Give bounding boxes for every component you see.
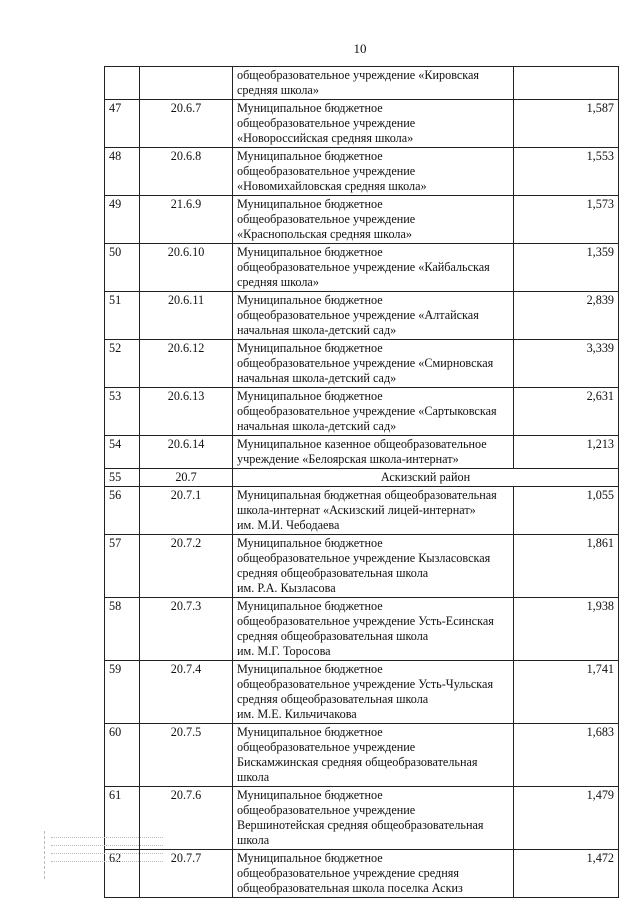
institution-name-line: Муниципальное бюджетное (237, 245, 383, 259)
institution-name (233, 436, 514, 469)
district-name: Аскизский район (233, 469, 619, 487)
row-number: 50 (105, 244, 140, 292)
institution-name-line: Муниципальное бюджетное (237, 851, 383, 865)
institution-name (233, 787, 514, 850)
row-value (514, 67, 619, 100)
institution-name-line: Муниципальное бюджетное (237, 293, 383, 307)
faded-stamp (44, 831, 163, 879)
row-number: 59 (105, 661, 140, 724)
institution-name-line: общеобразовательное учреждение Кызласовская (237, 551, 491, 565)
row-value: 1,938 (514, 598, 619, 661)
row-code: 20.6.8 (140, 148, 233, 196)
row-number: 48 (105, 148, 140, 196)
institution-name-line: учреждение «Белоярская школа-интернат» (237, 452, 459, 466)
table-row (105, 340, 619, 388)
row-code: 20.7.1 (140, 487, 233, 535)
row-code: 20.7.4 (140, 661, 233, 724)
row-value: 1,472 (514, 850, 619, 898)
row-value: 2,839 (514, 292, 619, 340)
row-value: 1,055 (514, 487, 619, 535)
table-row (105, 100, 619, 148)
institution-name-line: Муниципальное бюджетное (237, 101, 383, 115)
row-number: 57 (105, 535, 140, 598)
table-body (105, 67, 619, 898)
row-number: 54 (105, 436, 140, 469)
institution-name-line: «Краснопольская средняя школа» (237, 227, 412, 241)
row-code: 20.6.11 (140, 292, 233, 340)
institutions-table (104, 66, 619, 898)
institution-name (233, 292, 514, 340)
institution-name-line: им. М.И. Чебодаева (237, 518, 340, 532)
row-number: 58 (105, 598, 140, 661)
institution-name-line: Муниципальная бюджетная общеобразовательная (237, 488, 497, 502)
institution-name (233, 67, 514, 100)
institution-name-line: общеобразовательное учреждение (237, 116, 416, 130)
row-number: 47 (105, 100, 140, 148)
row-number: 56 (105, 487, 140, 535)
institution-name (233, 244, 514, 292)
institution-name-line: Муниципальное бюджетное (237, 662, 383, 676)
institution-name-line: им. Р.А. Кызласова (237, 581, 336, 595)
institution-name-line: Муниципальное бюджетное (237, 599, 383, 613)
row-number: 52 (105, 340, 140, 388)
institution-name-line: им. М.Е. Кильчичакова (237, 707, 357, 721)
institution-name-line: общеобразовательное учреждение (237, 740, 416, 754)
table-row (105, 244, 619, 292)
district-row (105, 469, 619, 487)
institution-name-line: Муниципальное бюджетное (237, 197, 383, 211)
row-value: 1,683 (514, 724, 619, 787)
institution-name-line: Бискамжинская средняя общеобразовательная (237, 755, 478, 769)
institution-name (233, 196, 514, 244)
institution-name-line: общеобразовательное учреждение (237, 803, 416, 817)
table-row (105, 292, 619, 340)
row-value: 1,587 (514, 100, 619, 148)
institution-name (233, 661, 514, 724)
row-value: 1,741 (514, 661, 619, 724)
table-row (105, 535, 619, 598)
row-code: 20.7.3 (140, 598, 233, 661)
institution-name-line: средняя школа» (237, 83, 319, 97)
institution-name-line: средняя общеобразовательная школа (237, 629, 429, 643)
institution-name-line: общеобразовательное учреждение Усть-Чульская (237, 677, 494, 691)
institution-name (233, 340, 514, 388)
institution-name-line: общеобразовательное учреждение «Кировская (237, 68, 480, 82)
table-row (105, 148, 619, 196)
row-code: 20.6.10 (140, 244, 233, 292)
institution-name-line: школа (237, 833, 270, 847)
table-row (105, 850, 619, 898)
row-value: 1,553 (514, 148, 619, 196)
institution-name-line: начальная школа-детский сад» (237, 323, 397, 337)
institution-name-line: начальная школа-детский сад» (237, 371, 397, 385)
institution-name (233, 100, 514, 148)
row-value: 1,213 (514, 436, 619, 469)
row-code: 20.6.14 (140, 436, 233, 469)
institution-name-line: Муниципальное бюджетное (237, 149, 383, 163)
institution-name-line: общеобразовательное учреждение «Смирновская (237, 356, 494, 370)
row-code: 20.7.5 (140, 724, 233, 787)
institution-name (233, 487, 514, 535)
row-code (140, 67, 233, 100)
row-number: 51 (105, 292, 140, 340)
institution-name (233, 850, 514, 898)
row-number: 61 (105, 787, 140, 850)
institution-name-line: средняя школа» (237, 275, 319, 289)
row-code: 20.6.12 (140, 340, 233, 388)
institution-name-line: начальная школа-детский сад» (237, 419, 397, 433)
row-value: 1,359 (514, 244, 619, 292)
institution-name-line: Муниципальное бюджетное (237, 788, 383, 802)
table-row (105, 388, 619, 436)
row-value: 1,479 (514, 787, 619, 850)
institution-name-line: «Новомихайловская средняя школа» (237, 179, 427, 193)
institution-name-line: школа-интернат «Аскизский лицей-интернат» (237, 503, 476, 517)
institution-name-line: общеобразовательное учреждение Усть-Есинская (237, 614, 494, 628)
row-code: 20.7.2 (140, 535, 233, 598)
institution-name-line: Муниципальное бюджетное (237, 389, 383, 403)
row-value: 1,861 (514, 535, 619, 598)
institution-name-line: Муниципальное бюджетное (237, 536, 383, 550)
institution-name (233, 148, 514, 196)
institution-name-line: Муниципальное бюджетное (237, 341, 383, 355)
institution-name-line: средняя общеобразовательная школа (237, 692, 429, 706)
institution-name (233, 724, 514, 787)
institution-name-line: средняя общеобразовательная школа (237, 566, 429, 580)
row-number: 53 (105, 388, 140, 436)
table-row (105, 598, 619, 661)
row-code: 20.7.6 (140, 787, 233, 850)
row-number: 55 (105, 469, 140, 487)
institution-name-line: общеобразовательное учреждение «Сартыковская (237, 404, 497, 418)
institution-name-line: Муниципальное бюджетное (237, 725, 383, 739)
institution-name-line: общеобразовательное учреждение «Алтайская (237, 308, 479, 322)
institution-name-line: общеобразовательное учреждение (237, 164, 416, 178)
table-row (105, 67, 619, 100)
table-row (105, 724, 619, 787)
institution-name-line: «Новороссийская средняя школа» (237, 131, 414, 145)
row-code: 21.6.9 (140, 196, 233, 244)
row-value: 2,631 (514, 388, 619, 436)
page-number: 10 (353, 41, 367, 56)
table-row (105, 436, 619, 469)
table-row (105, 487, 619, 535)
row-number: 62 (105, 850, 140, 898)
row-code: 20.7.7 (140, 850, 233, 898)
institution-name-line: общеобразовательное учреждение «Кайбальская (237, 260, 490, 274)
row-number: 60 (105, 724, 140, 787)
institution-name-line: общеобразовательное учреждение средняя (237, 866, 459, 880)
row-number: 49 (105, 196, 140, 244)
table-row (105, 661, 619, 724)
institution-name-line: школа (237, 770, 270, 784)
row-code: 20.6.7 (140, 100, 233, 148)
institution-name (233, 388, 514, 436)
row-code: 20.7 (140, 469, 233, 487)
row-value: 3,339 (514, 340, 619, 388)
institution-name-line: им. М.Г. Торосова (237, 644, 331, 658)
institution-name-line: Вершинотейская средняя общеобразовательная (237, 818, 484, 832)
institution-name-line: общеобразовательное учреждение (237, 212, 416, 226)
institution-name (233, 598, 514, 661)
row-value: 1,573 (514, 196, 619, 244)
institution-name-line: общеобразовательная школа поселка Аскиз (237, 881, 463, 895)
institution-name-line: Муниципальное казенное общеобразовательное (237, 437, 487, 451)
table-row (105, 787, 619, 850)
institution-name (233, 535, 514, 598)
row-code: 20.6.13 (140, 388, 233, 436)
table-row (105, 196, 619, 244)
row-number (105, 67, 140, 100)
